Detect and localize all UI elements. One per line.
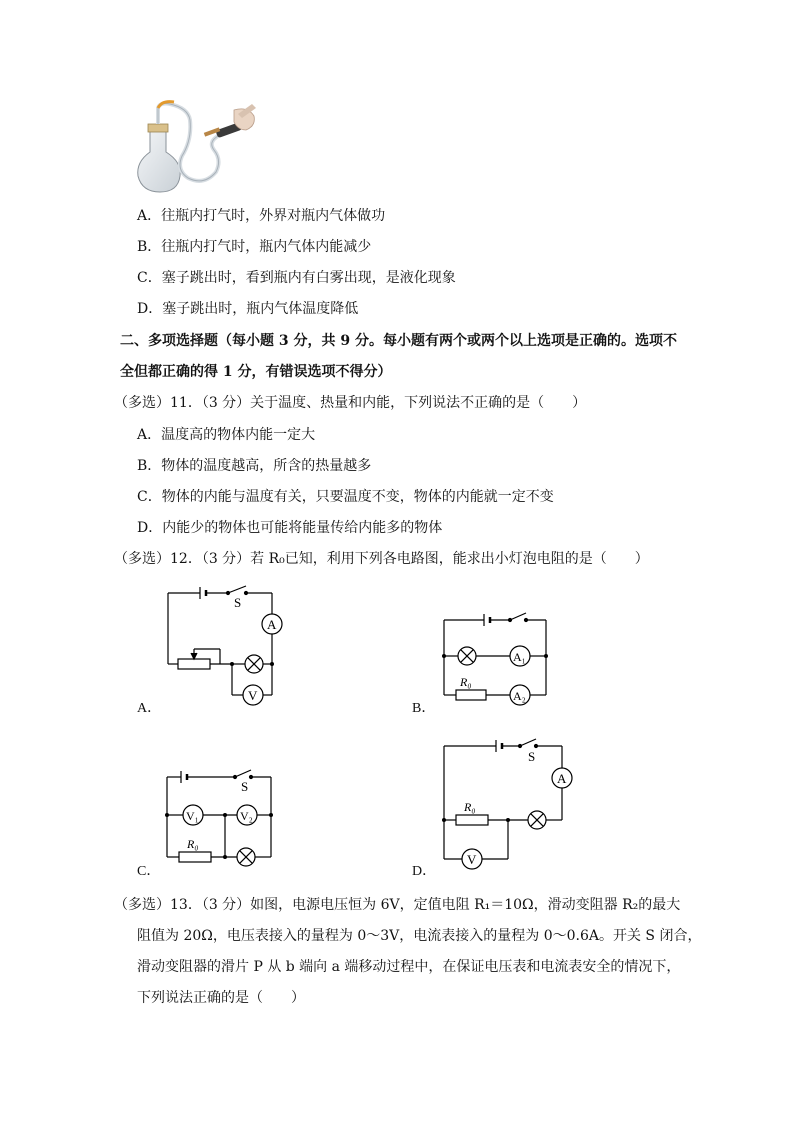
q12-option-b-label: B． (412, 701, 436, 716)
q11-option-d: D．内能少的物体也可能将能量传给内能多的物体 (137, 520, 443, 536)
section2-heading-line2: 全但都正确的得 1 分，有错误选项不得分） (120, 364, 392, 380)
circuit-b-a2-label: A₂ (513, 689, 526, 703)
q10-option-d: D．塞子跳出时，瓶内气体温度降低 (137, 301, 359, 317)
circuit-d-switch-label: S (528, 749, 536, 764)
q10-option-b: B．往瓶内打气时，瓶内气体内能减少 (137, 239, 372, 255)
circuit-b-r0-label: R₀ (460, 675, 472, 689)
q11-option-c: C．物体的内能与温度有关，只要温度不变，物体的内能就一定不变 (137, 489, 554, 505)
q12-option-c-label: C． (137, 864, 161, 879)
flask-pump-illustration (130, 100, 260, 196)
circuit-c-v2-label: V₂ (240, 809, 253, 823)
q11-option-b: B．物体的温度越高，所含的热量越多 (137, 458, 372, 474)
circuit-a-switch-label: S (234, 595, 242, 610)
q10-option-a: A．往瓶内打气时，外界对瓶内气体做功 (137, 208, 386, 224)
circuit-a-ammeter-label: A (267, 617, 277, 632)
q13-line-4: 下列说法正确的是（ ） (137, 990, 305, 1006)
circuit-a (150, 585, 295, 710)
q11-stem: （多选）11．（3 分）关于温度、热量和内能，下列说法不正确的是（ ） (114, 395, 587, 411)
circuit-d-r0-label: R₀ (464, 800, 476, 814)
q12-option-d-label: D． (412, 864, 437, 879)
circuit-a-voltmeter-label: V (248, 688, 258, 703)
q10-option-c: C．塞子跳出时，看到瓶内有白雾出现，是液化现象 (137, 270, 456, 286)
q11-option-a: A．温度高的物体内能一定大 (137, 427, 316, 443)
section2-heading-line1: 二、多项选择题（每小题 3 分，共 9 分。每小题有两个或两个以上选项是正确的。选项不 (120, 333, 677, 349)
q12-stem: （多选）12．（3 分）若 R₀已知，利用下列各电路图，能求出小灯泡电阻的是（ ） (114, 551, 649, 567)
circuit-b (430, 610, 560, 705)
circuit-c-switch-label: S (241, 779, 249, 794)
circuit-c-r0-label: R₀ (187, 837, 199, 851)
circuit-b-a1-label: A₁ (513, 650, 526, 664)
q13-line-1: （多选）13．（3 分）如图，电源电压恒为 6V，定值电阻 R₁＝10Ω，滑动变阻器 R₂的最大 (114, 897, 681, 913)
circuit-d-voltmeter-label: V (467, 852, 477, 867)
q13-line-2: 阻值为 20Ω，电压表接入的量程为 0～3V，电流表接入的量程为 0～0.6A。开关 S 闭合， (137, 928, 702, 944)
circuit-c-v1-label: V₁ (186, 809, 199, 823)
q12-option-a-label: A． (137, 701, 162, 716)
circuit-c (155, 765, 285, 870)
circuit-d-ammeter-label: A (557, 771, 567, 786)
circuit-d (432, 738, 582, 873)
q13-line-3: 滑动变阻器的滑片 P 从 b 端向 a 端移动过程中，在保证电压表和电流表安全的情况下， (137, 959, 681, 975)
